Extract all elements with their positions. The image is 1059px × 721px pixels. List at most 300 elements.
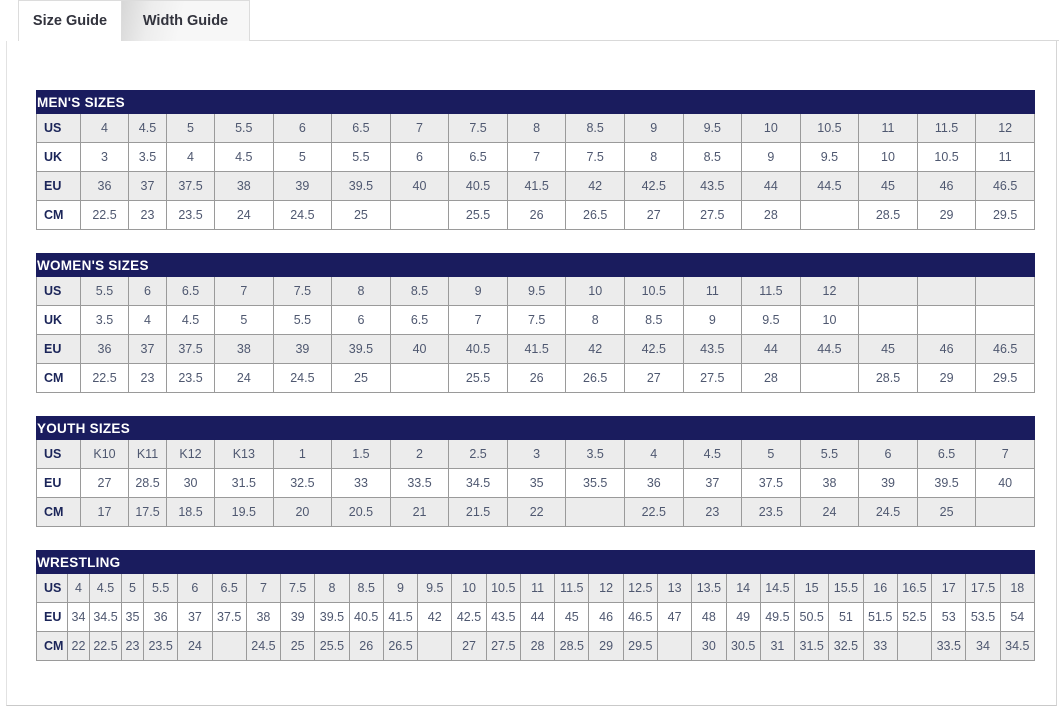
header-cell <box>800 91 859 114</box>
tab-width-guide[interactable] <box>122 0 250 41</box>
size-cell: 7.5 <box>273 277 332 306</box>
size-cell: 39.5 <box>315 603 349 632</box>
table-title: YOUTH SIZES <box>37 417 215 440</box>
size-cell <box>897 632 931 661</box>
size-cell: 11.5 <box>742 277 801 306</box>
size-cell: 6.5 <box>390 306 449 335</box>
size-cell: 51.5 <box>863 603 897 632</box>
header-cell <box>742 254 801 277</box>
size-cell: 36 <box>81 335 129 364</box>
size-cell: 3 <box>507 440 566 469</box>
size-cell: 11 <box>520 574 554 603</box>
size-cell: 39.5 <box>332 335 391 364</box>
size-cell: 6.5 <box>167 277 215 306</box>
size-cell: 12 <box>589 574 623 603</box>
size-cell: 30 <box>167 469 215 498</box>
header-cell <box>273 91 332 114</box>
size-cell: 26 <box>507 201 566 230</box>
size-cell: 46.5 <box>976 335 1035 364</box>
size-cell: 24.5 <box>859 498 918 527</box>
size-cell: 42 <box>566 335 625 364</box>
header-cell <box>683 417 742 440</box>
size-cell: 9.5 <box>800 143 859 172</box>
size-cell: 29 <box>589 632 623 661</box>
size-cell: 37.5 <box>167 335 215 364</box>
header-cell <box>897 551 931 574</box>
size-cell: 4.5 <box>167 306 215 335</box>
row-label-eu: EU <box>37 603 68 632</box>
size-cell: 6 <box>859 440 918 469</box>
header-cell <box>390 417 449 440</box>
table-header-row <box>37 91 1035 114</box>
size-cell: 22.5 <box>624 498 683 527</box>
size-cell: 5.5 <box>144 574 178 603</box>
size-tables <box>36 90 1056 661</box>
table-title: WOMEN'S SIZES <box>37 254 215 277</box>
table-row <box>37 114 1035 143</box>
size-cell: 24 <box>178 632 212 661</box>
size-cell: 30.5 <box>726 632 760 661</box>
table-row <box>37 574 1035 603</box>
size-cell: 25.5 <box>315 632 349 661</box>
header-cell <box>390 254 449 277</box>
header-cell <box>742 417 801 440</box>
row-label-us: US <box>37 114 81 143</box>
size-cell: 36 <box>624 469 683 498</box>
row-label-us: US <box>37 440 81 469</box>
size-cell: 39 <box>273 172 332 201</box>
size-cell: 16.5 <box>897 574 931 603</box>
header-cell <box>726 551 760 574</box>
size-cell: 20.5 <box>332 498 391 527</box>
size-cell <box>859 306 918 335</box>
header-cell <box>486 551 520 574</box>
size-cell: 4 <box>624 440 683 469</box>
size-cell: 43.5 <box>683 335 742 364</box>
size-cell: 11.5 <box>917 114 976 143</box>
size-cell: 26.5 <box>566 364 625 393</box>
size-cell: 13.5 <box>692 574 726 603</box>
size-cell <box>418 632 452 661</box>
header-cell <box>624 417 683 440</box>
header-cell <box>273 417 332 440</box>
size-cell: 6.5 <box>449 143 508 172</box>
size-cell: 7.5 <box>281 574 315 603</box>
header-cell <box>418 551 452 574</box>
size-cell: 10 <box>566 277 625 306</box>
size-cell: 3.5 <box>129 143 167 172</box>
row-label-eu: EU <box>37 335 81 364</box>
row-label-eu: EU <box>37 469 81 498</box>
size-cell: 15.5 <box>829 574 863 603</box>
header-cell <box>555 551 589 574</box>
size-cell: 5.5 <box>215 114 274 143</box>
size-cell: 27 <box>624 364 683 393</box>
size-cell: 40.5 <box>449 172 508 201</box>
table-row <box>37 498 1035 527</box>
size-cell: 26.5 <box>383 632 417 661</box>
size-cell: 7.5 <box>507 306 566 335</box>
size-cell: K10 <box>81 440 129 469</box>
size-cell: 7 <box>976 440 1035 469</box>
header-cell <box>917 417 976 440</box>
tab-size-guide[interactable] <box>18 0 122 41</box>
size-cell: 10 <box>452 574 486 603</box>
tab-size-guide-label: Size Guide <box>32 13 108 29</box>
size-cell: 22.5 <box>81 364 129 393</box>
size-cell: 38 <box>800 469 859 498</box>
size-cell: 23 <box>683 498 742 527</box>
header-cell <box>1000 551 1034 574</box>
header-cell <box>507 91 566 114</box>
size-cell: 41.5 <box>507 335 566 364</box>
size-cell: 25 <box>332 364 391 393</box>
size-cell: 24.5 <box>273 201 332 230</box>
header-cell <box>683 254 742 277</box>
size-cell: 46.5 <box>976 172 1035 201</box>
size-cell: 40 <box>390 335 449 364</box>
size-cell: 9 <box>624 114 683 143</box>
size-cell: 12.5 <box>623 574 657 603</box>
size-cell: 7 <box>215 277 274 306</box>
table-row <box>37 632 1035 661</box>
size-cell: 25 <box>281 632 315 661</box>
header-cell <box>273 254 332 277</box>
size-cell: 28.5 <box>859 201 918 230</box>
size-cell: 4.5 <box>215 143 274 172</box>
size-cell: 11 <box>976 143 1035 172</box>
header-cell <box>566 91 625 114</box>
size-cell: 37.5 <box>167 172 215 201</box>
size-cell: 5 <box>215 306 274 335</box>
header-cell <box>452 551 486 574</box>
size-cell: 29.5 <box>976 364 1035 393</box>
size-cell: 6.5 <box>212 574 246 603</box>
size-cell: 24 <box>215 364 274 393</box>
size-cell: 27 <box>624 201 683 230</box>
size-cell: 28 <box>742 201 801 230</box>
size-cell: 9.5 <box>683 114 742 143</box>
size-cell: 6 <box>390 143 449 172</box>
size-cell: 9.5 <box>418 574 452 603</box>
size-cell: 10 <box>742 114 801 143</box>
size-cell: 9.5 <box>742 306 801 335</box>
size-cell: 11 <box>859 114 918 143</box>
row-label-cm: CM <box>37 201 81 230</box>
size-table-wrestling <box>36 550 1035 661</box>
table-title: WRESTLING <box>37 551 144 574</box>
size-cell <box>566 498 625 527</box>
header-cell <box>215 254 274 277</box>
table-header-row <box>37 417 1035 440</box>
size-cell: 8 <box>566 306 625 335</box>
size-cell: 29.5 <box>976 201 1035 230</box>
size-cell: K11 <box>129 440 167 469</box>
size-cell: 9 <box>449 277 508 306</box>
size-cell: 33.5 <box>390 469 449 498</box>
size-cell: 36 <box>144 603 178 632</box>
header-cell <box>215 91 274 114</box>
size-cell: 44 <box>742 335 801 364</box>
size-cell: 17 <box>81 498 129 527</box>
size-cell: 7 <box>507 143 566 172</box>
size-cell: 39.5 <box>332 172 391 201</box>
header-cell <box>507 417 566 440</box>
size-cell: 22 <box>68 632 90 661</box>
table-header-row <box>37 551 1035 574</box>
size-cell: 37.5 <box>212 603 246 632</box>
size-cell: 28 <box>520 632 554 661</box>
size-cell: 46.5 <box>623 603 657 632</box>
size-cell: 27.5 <box>683 364 742 393</box>
header-cell <box>507 254 566 277</box>
size-cell: 24.5 <box>246 632 280 661</box>
size-cell <box>917 277 976 306</box>
size-cell: 22 <box>507 498 566 527</box>
tab-strip <box>0 0 1059 41</box>
size-cell: 46 <box>917 335 976 364</box>
size-cell: 7 <box>390 114 449 143</box>
size-cell: 39 <box>859 469 918 498</box>
header-cell <box>795 551 829 574</box>
header-cell <box>315 551 349 574</box>
size-cell <box>976 306 1035 335</box>
size-cell: 45 <box>859 172 918 201</box>
size-cell: K13 <box>215 440 274 469</box>
size-cell <box>800 364 859 393</box>
size-cell: 6.5 <box>332 114 391 143</box>
size-cell: 40 <box>390 172 449 201</box>
size-guide-panel <box>6 41 1057 706</box>
header-cell <box>742 91 801 114</box>
size-cell: 34 <box>68 603 90 632</box>
size-cell: 3 <box>81 143 129 172</box>
size-cell: 45 <box>555 603 589 632</box>
header-cell <box>976 417 1035 440</box>
size-cell: 16 <box>863 574 897 603</box>
size-cell: 9 <box>683 306 742 335</box>
header-cell <box>859 91 918 114</box>
size-cell: 21 <box>390 498 449 527</box>
size-cell: 40 <box>976 469 1035 498</box>
size-cell: 9 <box>742 143 801 172</box>
size-cell: 42.5 <box>624 172 683 201</box>
header-cell <box>692 551 726 574</box>
size-cell: 8.5 <box>349 574 383 603</box>
size-cell: 37 <box>683 469 742 498</box>
size-cell: 29.5 <box>623 632 657 661</box>
size-cell: 53 <box>932 603 966 632</box>
size-cell: 22.5 <box>81 201 129 230</box>
size-cell: 43.5 <box>486 603 520 632</box>
size-cell: 6.5 <box>917 440 976 469</box>
table-header-row <box>37 254 1035 277</box>
header-cell <box>624 254 683 277</box>
size-cell: 18.5 <box>167 498 215 527</box>
size-cell <box>917 306 976 335</box>
header-cell <box>332 91 391 114</box>
size-cell: 8 <box>624 143 683 172</box>
size-cell: 44 <box>742 172 801 201</box>
header-cell <box>215 417 274 440</box>
table-row <box>37 335 1035 364</box>
size-cell: 17.5 <box>966 574 1000 603</box>
header-cell <box>683 91 742 114</box>
size-cell: 23.5 <box>167 201 215 230</box>
table-row <box>37 306 1035 335</box>
size-cell: 8 <box>332 277 391 306</box>
size-cell: 31.5 <box>795 632 829 661</box>
size-cell: 5.5 <box>800 440 859 469</box>
size-cell: 34.5 <box>449 469 508 498</box>
size-table-youth <box>36 416 1035 527</box>
size-cell: 35 <box>507 469 566 498</box>
size-cell: 37 <box>178 603 212 632</box>
size-cell: 23 <box>122 632 144 661</box>
size-cell: 6 <box>332 306 391 335</box>
header-cell <box>566 417 625 440</box>
size-cell: 9.5 <box>507 277 566 306</box>
size-cell: 23 <box>129 364 167 393</box>
size-cell: 11 <box>683 277 742 306</box>
size-cell: 23 <box>129 201 167 230</box>
size-cell <box>859 277 918 306</box>
size-cell: 7.5 <box>449 114 508 143</box>
header-cell <box>800 417 859 440</box>
size-cell: 39 <box>281 603 315 632</box>
size-cell: 10 <box>800 306 859 335</box>
size-cell: 38 <box>215 172 274 201</box>
size-cell: 28.5 <box>129 469 167 498</box>
size-cell: 39.5 <box>917 469 976 498</box>
size-cell: 48 <box>692 603 726 632</box>
size-cell: 8.5 <box>683 143 742 172</box>
size-cell: 10 <box>859 143 918 172</box>
size-cell: 30 <box>692 632 726 661</box>
size-cell: 25 <box>917 498 976 527</box>
size-cell: 4 <box>129 306 167 335</box>
size-cell: 34 <box>966 632 1000 661</box>
row-label-cm: CM <box>37 364 81 393</box>
size-cell: 50.5 <box>795 603 829 632</box>
size-cell: 5.5 <box>332 143 391 172</box>
size-cell <box>212 632 246 661</box>
size-cell: 28 <box>742 364 801 393</box>
size-cell: 10.5 <box>800 114 859 143</box>
size-cell: 24 <box>800 498 859 527</box>
size-cell: 4.5 <box>683 440 742 469</box>
size-cell: 8 <box>315 574 349 603</box>
size-cell: 29 <box>917 201 976 230</box>
size-cell: 7.5 <box>566 143 625 172</box>
size-table-mens <box>36 90 1035 230</box>
size-cell: 4.5 <box>129 114 167 143</box>
size-cell: 52.5 <box>897 603 931 632</box>
size-cell: 28.5 <box>555 632 589 661</box>
size-cell: 37.5 <box>742 469 801 498</box>
header-cell <box>976 91 1035 114</box>
size-cell: 22.5 <box>90 632 122 661</box>
header-cell <box>800 254 859 277</box>
size-cell: 42 <box>418 603 452 632</box>
size-cell: 35 <box>122 603 144 632</box>
size-cell: 31.5 <box>215 469 274 498</box>
size-cell: 26.5 <box>566 201 625 230</box>
size-cell: 4.5 <box>90 574 122 603</box>
size-cell: 37 <box>129 335 167 364</box>
header-cell <box>212 551 246 574</box>
table-row <box>37 469 1035 498</box>
size-cell: 46 <box>917 172 976 201</box>
size-cell: 54 <box>1000 603 1034 632</box>
size-cell: 38 <box>215 335 274 364</box>
header-cell <box>623 551 657 574</box>
size-cell: 41.5 <box>383 603 417 632</box>
size-cell: 23.5 <box>144 632 178 661</box>
table-row <box>37 277 1035 306</box>
size-cell: 46 <box>589 603 623 632</box>
size-cell <box>390 201 449 230</box>
size-cell: 40.5 <box>449 335 508 364</box>
header-cell <box>917 254 976 277</box>
size-cell: 12 <box>800 277 859 306</box>
header-cell <box>383 551 417 574</box>
size-cell <box>976 277 1035 306</box>
size-cell: 49.5 <box>760 603 794 632</box>
size-cell: 33 <box>332 469 391 498</box>
size-cell: 47 <box>657 603 691 632</box>
size-cell <box>657 632 691 661</box>
size-cell: 8 <box>507 114 566 143</box>
size-cell <box>976 498 1035 527</box>
size-cell <box>800 201 859 230</box>
size-cell: 2 <box>390 440 449 469</box>
table-row <box>37 143 1035 172</box>
header-cell <box>859 254 918 277</box>
header-cell <box>281 551 315 574</box>
size-cell: 20 <box>273 498 332 527</box>
size-cell: 5.5 <box>81 277 129 306</box>
size-cell: 14.5 <box>760 574 794 603</box>
size-cell: 5 <box>742 440 801 469</box>
size-cell: 49 <box>726 603 760 632</box>
size-cell: 6 <box>273 114 332 143</box>
header-cell <box>449 91 508 114</box>
size-cell: 32.5 <box>273 469 332 498</box>
size-cell: 27.5 <box>486 632 520 661</box>
size-cell: 8.5 <box>566 114 625 143</box>
size-cell: 21.5 <box>449 498 508 527</box>
size-cell: 10.5 <box>486 574 520 603</box>
size-cell: 27 <box>452 632 486 661</box>
size-cell: 26 <box>507 364 566 393</box>
size-cell: 39 <box>273 335 332 364</box>
size-cell: 4 <box>81 114 129 143</box>
size-cell: 3.5 <box>81 306 129 335</box>
size-cell: 19.5 <box>215 498 274 527</box>
size-cell: 18 <box>1000 574 1034 603</box>
row-label-us: US <box>37 574 68 603</box>
header-cell <box>449 417 508 440</box>
size-cell: 6 <box>178 574 212 603</box>
size-cell: 44.5 <box>800 172 859 201</box>
header-cell <box>449 254 508 277</box>
row-label-cm: CM <box>37 632 68 661</box>
header-cell <box>349 551 383 574</box>
size-cell: 29 <box>917 364 976 393</box>
size-cell: 3.5 <box>566 440 625 469</box>
size-cell: 17.5 <box>129 498 167 527</box>
